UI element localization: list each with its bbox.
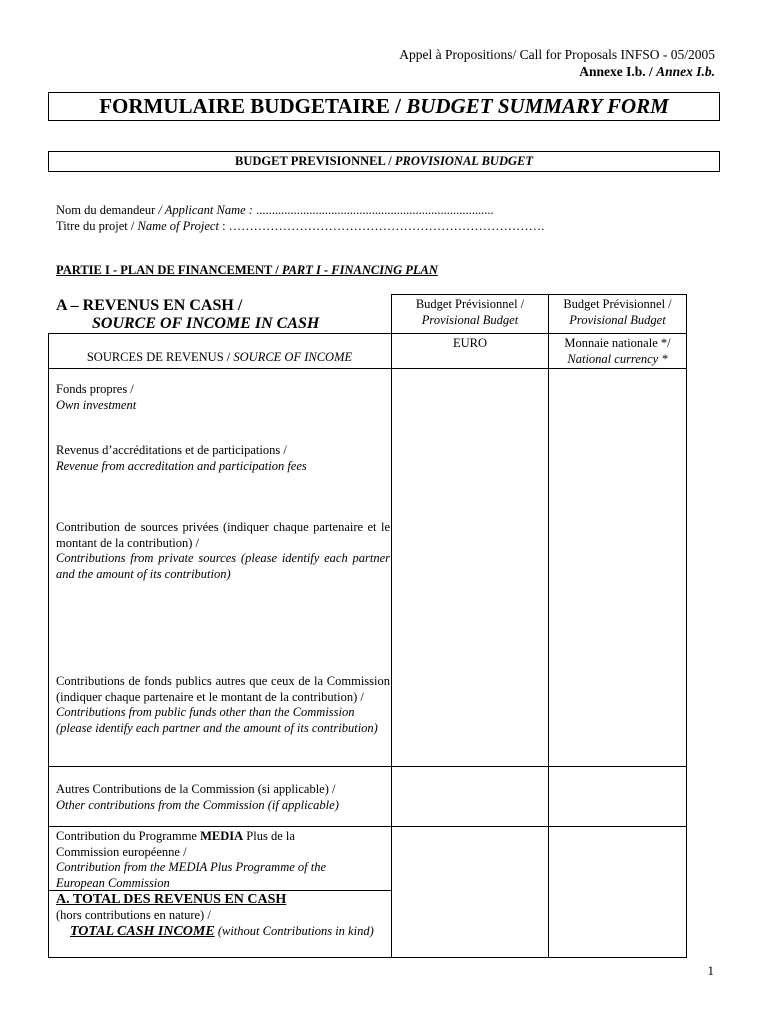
project-label-en: Name of Project: [137, 219, 219, 233]
own-fr: Fonds propres /: [56, 382, 134, 396]
applicant-label-fr: Nom du demandeur: [56, 203, 159, 217]
national-en: National currency *: [567, 352, 668, 366]
title-fr: FORMULAIRE BUDGETAIRE /: [99, 94, 407, 118]
part-one-fr: PARTIE I - PLAN DE FINANCEMENT /: [56, 263, 282, 277]
row-line-header: [48, 368, 687, 369]
applicant-dots: ............................................................................: [256, 203, 494, 217]
document-header: [399, 46, 715, 80]
row-other-commission: [56, 782, 390, 813]
section-a-fr: A – REVENUS EN CASH /: [56, 297, 243, 314]
section-a-heading: [56, 297, 319, 333]
page-number: 1: [707, 963, 714, 978]
public-fr: Contributions de fonds publics autres que ceux de la Commission (indiquer chaque partenaire et le montant de la contribution) /: [56, 674, 390, 704]
subtitle-fr: BUDGET PREVISIONNEL /: [235, 154, 395, 168]
call-reference: Appel à Propositions/ Call for Proposals INFSO - 05/2005: [399, 47, 715, 62]
form-title: [48, 92, 720, 121]
sources-header: [48, 350, 391, 366]
total-title: A. TOTAL DES REVENUS EN CASH: [56, 892, 287, 907]
project-name-field[interactable]: [56, 218, 544, 234]
row-total-cash-income: [56, 892, 390, 939]
media-en: Contribution from the MEDIA Plus Programme of the European Commission: [56, 860, 327, 890]
row-private-sources: [56, 520, 390, 582]
subtitle-en: PROVISIONAL BUDGET: [394, 154, 533, 168]
title-en: BUDGET SUMMARY FORM: [406, 94, 669, 118]
total-en: [56, 924, 390, 940]
other-fr: Autres Contributions de la Commission (si applicable) /: [56, 782, 336, 796]
section-a-en: SOURCE OF INCOME IN CASH: [92, 315, 320, 332]
national-currency-label: [548, 335, 687, 367]
private-en: Contributions from private sources (please identify each partner and the amount of its contribution): [56, 551, 390, 581]
project-dots: : ………………………………………………………………….: [218, 219, 545, 233]
annex-fr: Annexe I.b. /: [579, 64, 657, 79]
own-en: Own investment: [56, 397, 137, 412]
accred-en: Revenue from accreditation and participation fees: [56, 458, 307, 473]
row-line-other: [48, 766, 687, 767]
annex-en: Annex I.b.: [656, 64, 715, 79]
row-public-funds: [56, 674, 390, 736]
project-label-fr: Titre du projet /: [56, 219, 138, 233]
media-fr-2: Plus de la Commission européenne /: [56, 829, 295, 859]
row-own-investment: [56, 382, 390, 413]
euro-label: EURO: [452, 336, 488, 350]
row-accreditation: [56, 443, 390, 474]
col1-header: [391, 296, 549, 328]
applicant-label-en: / Applicant Name :: [158, 203, 257, 217]
media-fr: [56, 829, 356, 860]
media-fr-bold: MEDIA: [200, 829, 244, 843]
total-en-bold: TOTAL CASH INCOME: [70, 923, 215, 939]
applicant-name-field[interactable]: [56, 202, 494, 218]
accred-fr: Revenus d’accréditations et de participations /: [56, 443, 287, 457]
total-fr: (hors contributions en nature) /: [56, 908, 211, 922]
media-fr-1: Contribution du Programme: [56, 829, 201, 843]
part-one-heading: [56, 263, 438, 278]
col1-fr: Budget Prévisionnel /: [415, 297, 525, 311]
col2-en: Provisional Budget: [569, 313, 666, 327]
table-divider-1: [391, 333, 392, 958]
public-en: Contributions from public funds other than the Commission (please identify each partner and the amount of its contribution): [56, 705, 378, 735]
sources-en: SOURCE OF INCOME: [233, 350, 353, 364]
table-divider-2: [548, 333, 549, 958]
col2-header: [548, 296, 687, 328]
sources-fr: SOURCES DE REVENUS /: [86, 350, 234, 364]
other-en: Other contributions from the Commission (if applicable): [56, 797, 339, 812]
national-fr: Monnaie nationale */: [564, 336, 671, 350]
col1-en: Provisional Budget: [421, 313, 519, 327]
row-media-programme: [56, 829, 356, 891]
col2-fr: Budget Prévisionnel /: [563, 297, 672, 311]
part-one-en: PART I - FINANCING PLAN: [281, 263, 438, 277]
private-fr: Contribution de sources privées (indiquer chaque partenaire et le montant de la contribution) /: [56, 520, 390, 550]
form-subtitle: [48, 151, 720, 172]
row-line-media: [48, 826, 687, 827]
total-en-rest: (without Contributions in kind): [214, 923, 374, 938]
annex-reference: [399, 63, 715, 80]
